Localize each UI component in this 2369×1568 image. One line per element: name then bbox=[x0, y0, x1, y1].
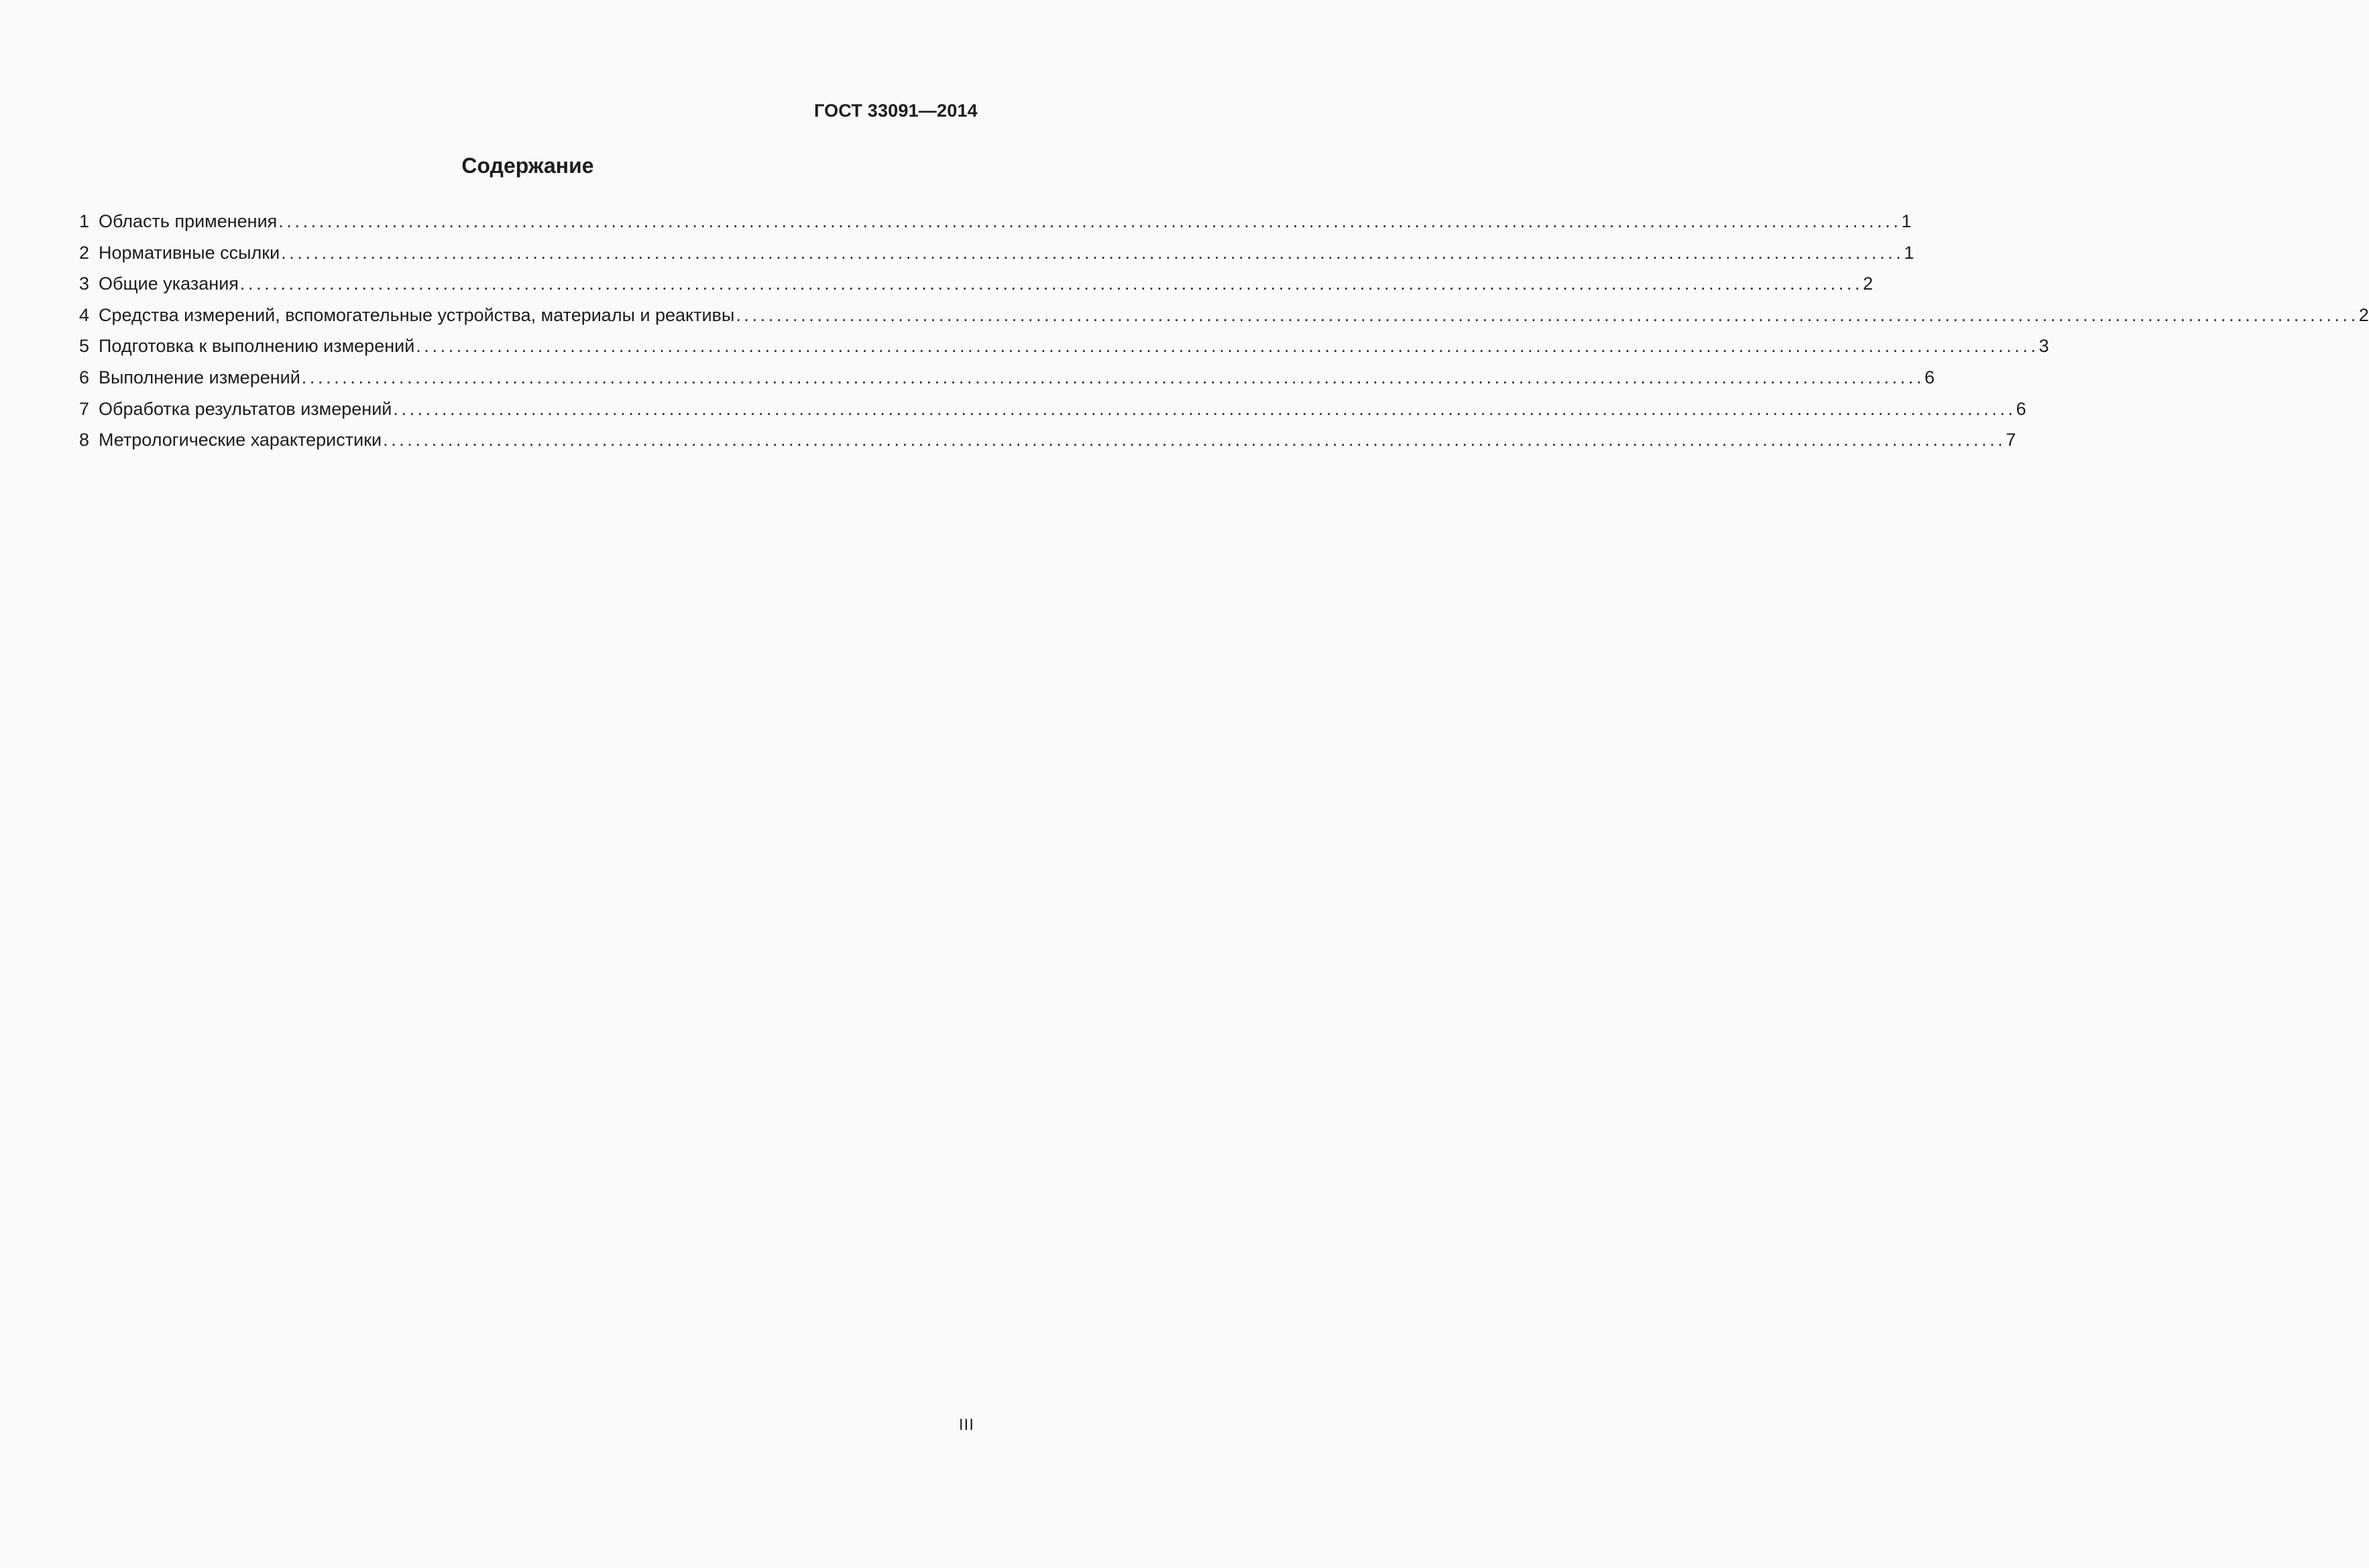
toc-title: Содержание bbox=[461, 154, 594, 178]
toc-dot-leader: ........................................................................................................................................................................................................ bbox=[383, 430, 2006, 450]
toc-entry[interactable] bbox=[79, 365, 1935, 397]
toc-entry[interactable] bbox=[79, 303, 2369, 335]
toc-entry-page: 6 bbox=[2016, 398, 2026, 419]
toc-dot-leader: ........................................................................................................................................................................................................ bbox=[239, 274, 1863, 294]
table-of-contents bbox=[79, 209, 2369, 459]
page-number: III bbox=[958, 1416, 974, 1434]
toc-entry-page: 7 bbox=[2006, 430, 2016, 450]
toc-entry-number: 6 bbox=[79, 367, 90, 387]
toc-entry-number: 4 bbox=[79, 304, 90, 325]
toc-entry[interactable] bbox=[79, 397, 2026, 428]
toc-entry-number: 8 bbox=[79, 430, 90, 450]
toc-entry-title: Подготовка к выполнению измерений bbox=[99, 336, 415, 357]
toc-entry-page: 6 bbox=[1924, 367, 1935, 387]
toc-entry-title: Выполнение измерений bbox=[99, 367, 300, 387]
toc-entry-page: 2 bbox=[1863, 274, 1873, 294]
toc-entry[interactable] bbox=[79, 209, 1912, 241]
toc-entry-title: Область применения bbox=[99, 211, 278, 231]
toc-entry-page: 3 bbox=[2038, 336, 2049, 357]
toc-entry[interactable] bbox=[79, 334, 2049, 365]
toc-dot-leader: ........................................................................................................................................................................................................ bbox=[736, 304, 2359, 325]
toc-entry-number: 3 bbox=[79, 274, 90, 294]
toc-entry[interactable] bbox=[79, 272, 1873, 303]
toc-entry[interactable] bbox=[79, 241, 1914, 272]
toc-entry-number: 2 bbox=[79, 242, 90, 263]
toc-entry-number: 5 bbox=[79, 336, 90, 357]
toc-dot-leader: ........................................................................................................................................................................................................ bbox=[278, 211, 1902, 231]
toc-entry-title: Обработка результатов измерений bbox=[99, 398, 392, 419]
toc-entry-number: 7 bbox=[79, 398, 90, 419]
toc-entry-page: 1 bbox=[1904, 242, 1914, 263]
toc-entry-title: Средства измерений, вспомогательные устройства, материалы и реактивы bbox=[99, 304, 735, 325]
toc-dot-leader: ........................................................................................................................................................................................................ bbox=[281, 242, 1904, 263]
toc-entry-title: Общие указания bbox=[99, 274, 239, 294]
toc-dot-leader: ........................................................................................................................................................................................................ bbox=[301, 367, 1925, 387]
toc-entry-title: Метрологические характеристики bbox=[99, 430, 382, 450]
toc-entry-page: 2 bbox=[2358, 304, 2369, 325]
toc-entry[interactable] bbox=[79, 428, 2016, 459]
toc-dot-leader: ........................................................................................................................................................................................................ bbox=[393, 398, 2016, 419]
toc-entry-page: 1 bbox=[1901, 211, 1912, 231]
document-code: ГОСТ 33091—2014 bbox=[814, 101, 978, 121]
toc-entry-title: Нормативные ссылки bbox=[99, 242, 280, 263]
toc-entry-number: 1 bbox=[79, 211, 90, 231]
toc-dot-leader: ........................................................................................................................................................................................................ bbox=[416, 336, 2039, 357]
